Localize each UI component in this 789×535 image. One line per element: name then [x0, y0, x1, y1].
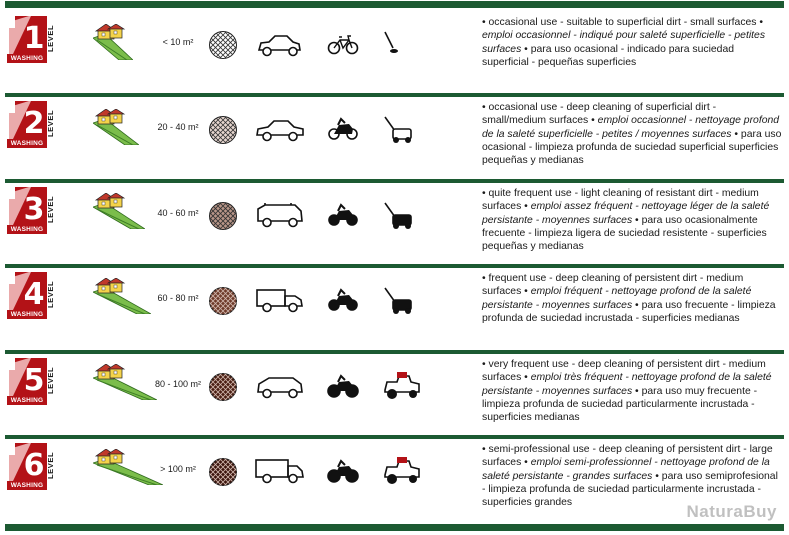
- level-badge: [9, 358, 47, 396]
- level-description: [482, 443, 782, 509]
- level-description: [482, 16, 782, 69]
- level-label: LEVEL: [46, 195, 55, 223]
- level-row: [5, 95, 784, 181]
- level-label: LEVEL: [46, 280, 55, 308]
- description-french: emploi semi-professionnel - nettoyage profond de la saleté persistante - grandes surfaces: [482, 457, 770, 482]
- surface-area: 20 - 40 m²: [157, 122, 199, 132]
- surface-area: > 100 m²: [160, 464, 196, 474]
- house-lawn-icon: [93, 109, 139, 150]
- row-separator: [5, 179, 784, 183]
- description-french: emploi très fréquent - nettoyage profond de la saleté persistante - moyennes surfaces: [482, 372, 772, 397]
- description-text: • para uso muy frecuente - limpieza profunda de suciedad particularmente incrustada - superficies medianas: [482, 385, 758, 424]
- level-description: [482, 358, 782, 424]
- small-car-icon: [255, 32, 305, 63]
- dirt-bike-icon: [327, 459, 359, 488]
- level-label: LEVEL: [46, 366, 55, 394]
- description-text: • occasional use - suitable to superficial dirt - small surfaces •: [482, 17, 764, 28]
- washing-label: WASHING: [7, 225, 47, 234]
- surface-area: 80 - 100 m²: [154, 379, 202, 389]
- dirt-level-icon: [208, 286, 238, 316]
- description-text: • frequent use - deep cleaning of persistent dirt - medium surfaces •: [482, 273, 744, 298]
- level-row: [5, 437, 784, 523]
- house-lawn-icon: [93, 24, 133, 65]
- level-badge: [9, 16, 47, 54]
- level-badge: [9, 101, 47, 139]
- sedan-icon: [255, 117, 305, 148]
- lawn-mower-icon: [381, 286, 423, 321]
- bicycle-icon: [327, 32, 359, 61]
- level-number: 2: [23, 106, 45, 139]
- watermark: NaturaBuy: [686, 502, 777, 521]
- washing-label: WASHING: [7, 481, 47, 490]
- level-number: 1: [23, 21, 45, 54]
- minivan-icon: [255, 374, 305, 405]
- washing-label: WASHING: [7, 54, 47, 63]
- washing-label: WASHING: [7, 396, 47, 405]
- level-description: [482, 187, 782, 253]
- broom-icon: [381, 30, 423, 65]
- ride-on-mower-icon: [381, 457, 423, 492]
- washing-label: WASHING: [7, 139, 47, 148]
- level-label: LEVEL: [46, 109, 55, 137]
- house-lawn-icon: [93, 278, 151, 319]
- dirt-level-icon: [208, 201, 238, 231]
- level-row: [5, 10, 784, 96]
- description-french: emploi occasionnel - indiqué pour saleté superficielle - petites surfaces: [482, 30, 766, 55]
- description-text: • very frequent use - deep cleaning of persistent dirt - medium surfaces •: [482, 359, 766, 384]
- surface-area: 60 - 80 m²: [157, 293, 199, 303]
- description-text: • para uso ocasional - limpieza profunda de suciedad superficial superficies pequeñas y medianas: [482, 128, 782, 167]
- description-text: • occasional use - deep cleaning of superficial dirt - small/medium surfaces •: [482, 102, 717, 127]
- level-badge: [9, 187, 47, 225]
- level-label: LEVEL: [46, 24, 55, 52]
- washing-label: WASHING: [7, 310, 47, 319]
- description-text: • para uso ocasional - indicado para suciedad superficial - pequeñas superficies: [482, 43, 735, 68]
- level-badge: [9, 443, 47, 481]
- row-separator: [5, 93, 784, 97]
- motorbike-icon: [327, 203, 359, 232]
- level-number: 3: [23, 192, 45, 225]
- scooter-icon: [327, 117, 359, 146]
- row-separator: [5, 435, 784, 439]
- ride-on-mower-icon: [381, 372, 423, 407]
- level-number: 5: [23, 363, 45, 396]
- level-row: [5, 181, 784, 267]
- surface-area: < 10 m²: [162, 37, 194, 47]
- suv-icon: [255, 203, 305, 234]
- row-separator: [5, 350, 784, 354]
- dirt-level-icon: [208, 372, 238, 402]
- description-text: • para uso ocasionalmente frecuente - limpieza ligera de suciedad resistente - superficies pequeñas y medianas: [482, 214, 767, 253]
- pickup-truck-icon: [255, 288, 305, 319]
- dirt-level-icon: [208, 30, 238, 60]
- top-bar: [5, 1, 784, 8]
- description-text: • semi-professional use - deep cleaning of persistent dirt - large surfaces •: [482, 444, 773, 469]
- description-text: • quite frequent use - light cleaning of resistant dirt - medium surfaces •: [482, 188, 759, 213]
- row-separator: [5, 264, 784, 268]
- bottom-bar: [5, 524, 784, 531]
- level-row: [5, 266, 784, 352]
- level-description: [482, 101, 782, 167]
- surface-area: 40 - 60 m²: [157, 208, 199, 218]
- level-row: [5, 352, 784, 438]
- level-badge: [9, 272, 47, 310]
- description-french: emploi fréquent - nettoyage profond de la saleté persistante - moyennes surfaces: [482, 286, 752, 311]
- description-french: emploi occasionnel - nettoyage profond de la saleté superficielle - petites / moyennes surfaces: [482, 115, 780, 140]
- description-french: emploi assez fréquent - nettoyage léger de la saleté persistante - moyennes surfaces: [482, 201, 770, 226]
- lawn-mower-icon: [381, 201, 423, 236]
- level-label: LEVEL: [46, 451, 55, 479]
- motorbike-icon: [327, 288, 359, 317]
- level-description: [482, 272, 782, 325]
- house-lawn-icon: [93, 193, 145, 234]
- dirt-level-icon: [208, 457, 238, 487]
- dirt-bike-icon: [327, 374, 359, 403]
- truck-icon: [255, 459, 305, 490]
- level-number: 4: [23, 277, 45, 310]
- description-text: • para uso frecuente - limpieza profunda de suciedad incrustada - superficies medianas: [482, 299, 776, 324]
- lawn-mower-icon: [381, 115, 423, 150]
- dirt-level-icon: [208, 115, 238, 145]
- description-text: • para uso semiprofesional - limpieza profunda de suciedad particularmente incrustada - superficies grandes: [482, 470, 778, 509]
- level-number: 6: [23, 448, 45, 481]
